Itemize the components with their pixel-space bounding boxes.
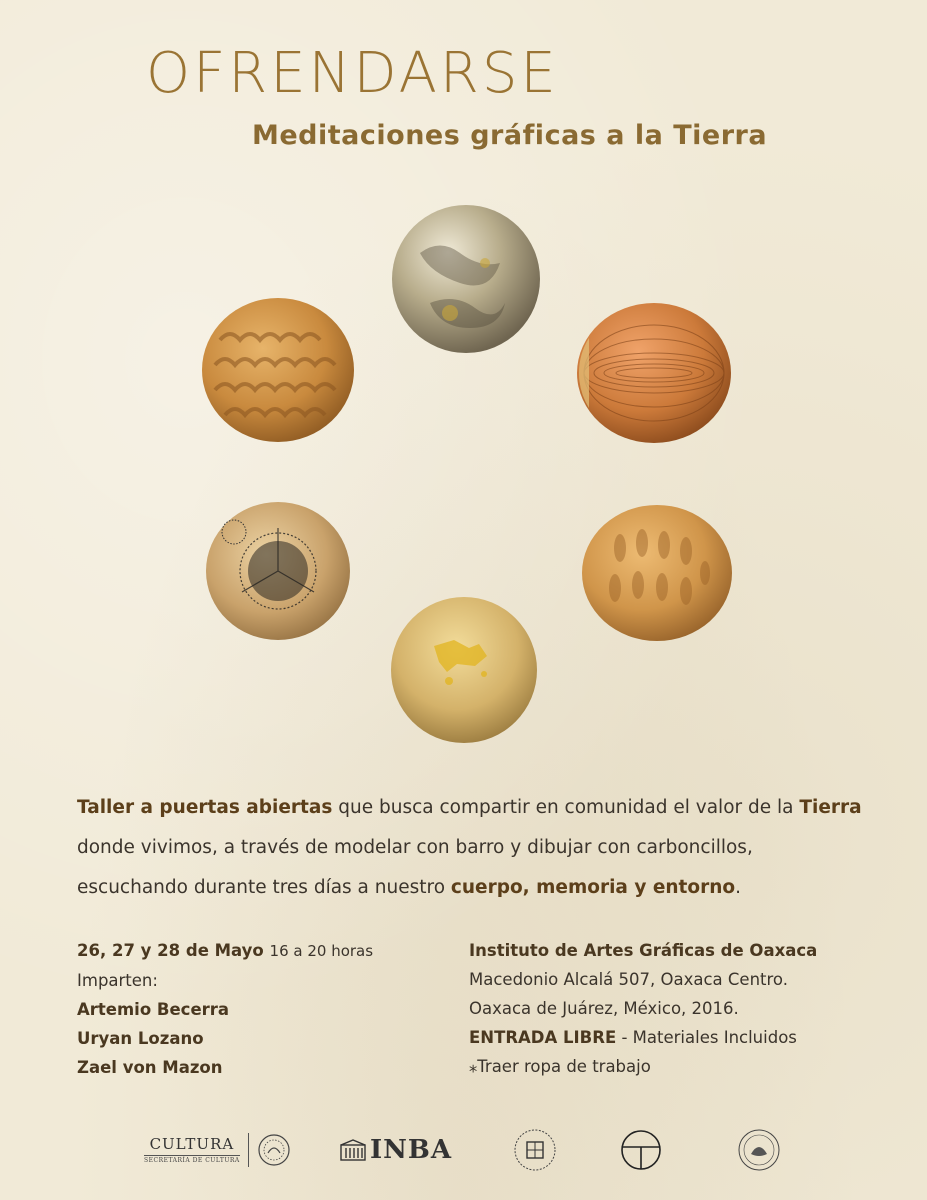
imparten-label: Imparten: [77, 971, 158, 990]
entry-line: ENTRADA LIBRE - Materiales Incluidos [469, 1028, 797, 1047]
circle-cross-icon [620, 1129, 662, 1171]
logo-inba: INBA [340, 1120, 452, 1180]
logo-iago [513, 1120, 557, 1180]
mexico-seal-icon [257, 1133, 291, 1167]
venue-block [469, 936, 909, 1081]
sphere-marbled [390, 203, 542, 355]
inba-building-icon [340, 1139, 366, 1161]
venue-address-2: Oaxaca de Juárez, México, 2016. [469, 999, 739, 1018]
poster-subtitle: Meditaciones gráficas a la Tierra [252, 120, 768, 151]
shell-seal-icon [737, 1128, 781, 1172]
instructor-name: Artemio Becerra [77, 1000, 230, 1019]
iago-seal-icon [513, 1128, 557, 1172]
poster-title: OFRENDARSE [146, 41, 559, 106]
description-paragraph: Taller a puertas abiertas que busca compartir en comunidad el valor de la Tierra donde vivimos, a través de modelar con barro y dibujar con carboncillos, escuchando durante tres días a nuestro cuerpo, memoria y entorno. [77, 797, 862, 898]
instructor-name: Zael von Mazon [77, 1058, 223, 1077]
venue-address-1: Macedonio Alcalá 507, Oaxaca Centro. [469, 970, 788, 989]
logo-shell [737, 1120, 781, 1180]
sphere-clay-ridged [200, 295, 356, 445]
schedule-block [77, 936, 437, 1082]
dates-line: 26, 27 y 28 de Mayo 16 a 20 horas [77, 941, 374, 960]
sphere-copper [575, 301, 733, 445]
sphere-drawn [204, 500, 352, 642]
instructor-name: Uryan Lozano [77, 1029, 204, 1048]
sphere-gold-leaf [389, 596, 539, 744]
logo-circle [620, 1120, 662, 1180]
logo-cultura: CULTURA SECRETARÍA DE CULTURA [144, 1120, 291, 1180]
sponsor-logos [0, 1120, 927, 1180]
note-line: ⁎Traer ropa de trabajo [469, 1057, 651, 1076]
sphere-clay-bumps [580, 503, 734, 643]
venue-name: Instituto de Artes Gráficas de Oaxaca [469, 941, 818, 960]
